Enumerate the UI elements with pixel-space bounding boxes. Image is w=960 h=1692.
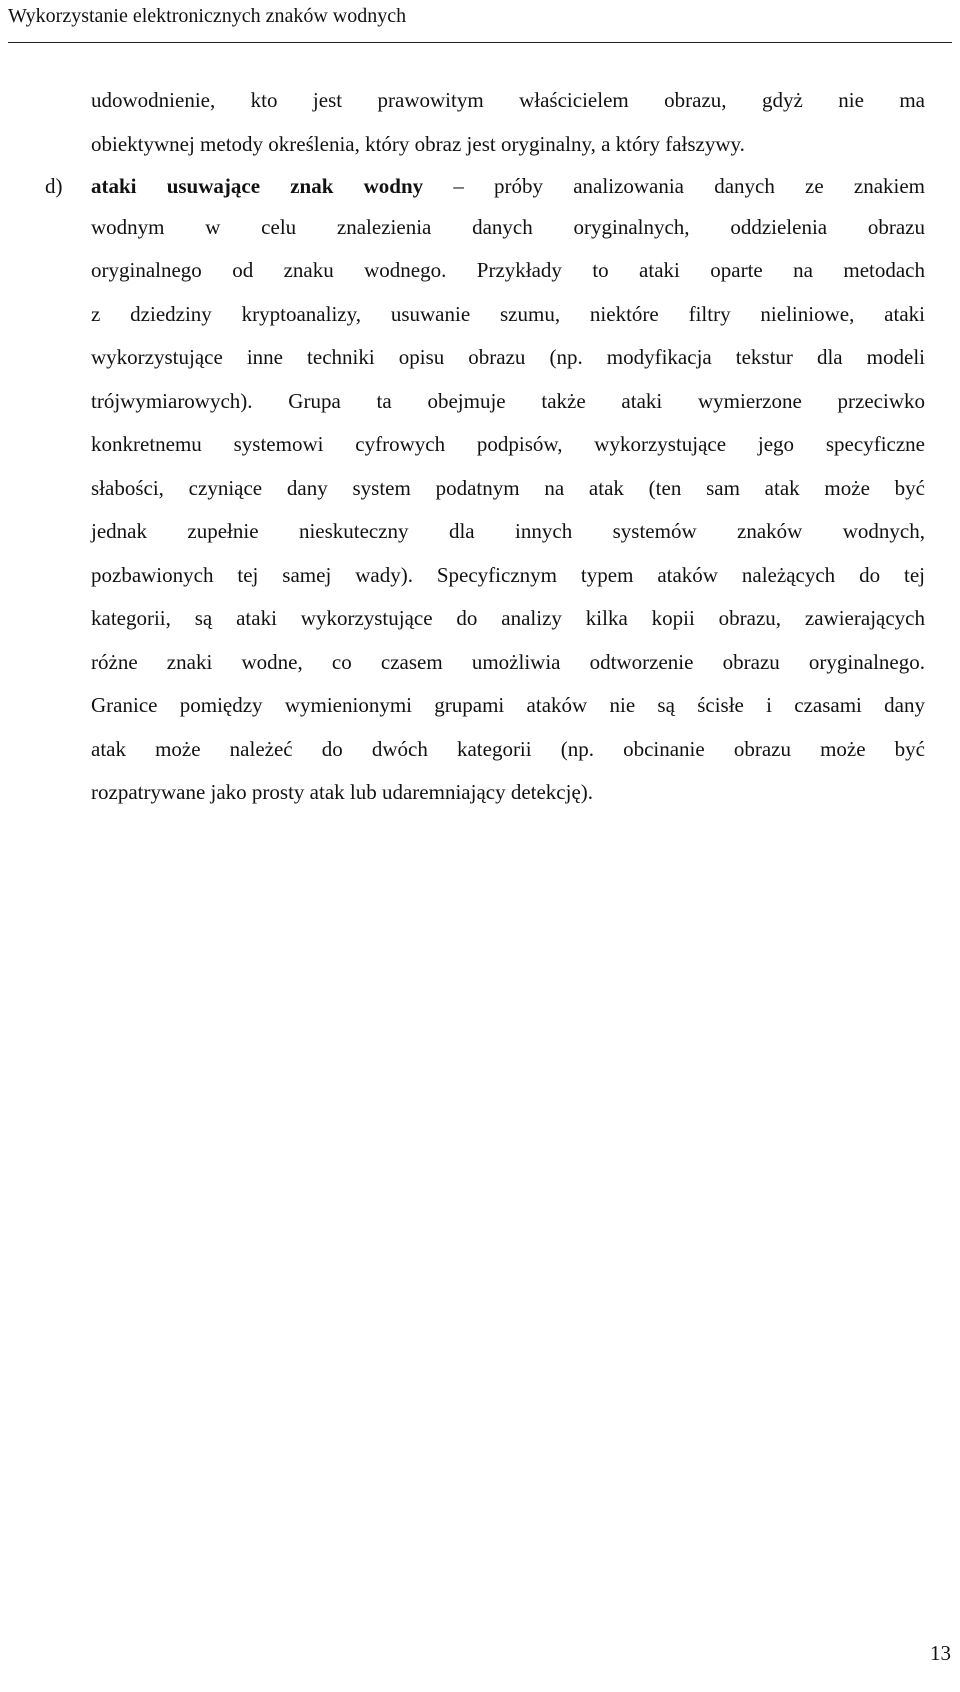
body-line: atak może należeć do dwóch kategorii (np. obcinanie obrazu może być — [91, 737, 925, 761]
running-header — [8, 2, 952, 43]
body-line: konkretnemu systemowi cyfrowych podpisów, wykorzystujące jego specyficzne — [91, 432, 925, 456]
body-line: wodnym w celu znalezienia danych oryginalnych, oddzielenia obrazu — [91, 215, 925, 239]
body-line: z dziedziny kryptoanalizy, usuwanie szumu, niektóre filtry nieliniowe, ataki — [91, 302, 925, 326]
header-title: Wykorzystanie elektronicznych znaków wodnych — [8, 5, 407, 27]
body-line: jednak zupełnie nieskuteczny dla innych systemów znaków wodnych, — [91, 519, 925, 543]
list-marker-d: d) — [45, 174, 63, 198]
body-line: pozbawionych tej samej wady). Specyficznym typem ataków należących do tej — [91, 563, 925, 587]
body-line: trójwymiarowych). Grupa ta obejmuje także ataki wymierzone przeciwko — [91, 389, 925, 413]
body-line: udowodnienie, kto jest prawowitym właścicielem obrazu, gdyż nie ma — [91, 88, 925, 112]
body-line: wykorzystujące inne techniki opisu obrazu (np. modyfikacja tekstur dla modeli — [91, 345, 925, 369]
body-line: oryginalnego od znaku wodnego. Przykłady to ataki oparte na metodach — [91, 258, 925, 282]
list-item-term: ataki usuwające znak wodny — [91, 174, 424, 198]
body-line: kategorii, są ataki wykorzystujące do analizy kilka kopii obrazu, zawierających — [91, 606, 925, 630]
body-line: różne znaki wodne, co czasem umożliwia odtworzenie obrazu oryginalnego. — [91, 650, 925, 674]
list-item-first-line-rest: – próby analizowania danych ze znakiem — [453, 174, 926, 198]
body-line: rozpatrywane jako prosty atak lub udaremniający detekcję). — [91, 780, 594, 804]
page-number: 13 — [930, 1641, 951, 1665]
body-line: Granice pomiędzy wymienionymi grupami ataków nie są ścisłe i czasami dany — [91, 693, 925, 717]
body-line: słabości, czyniące dany system podatnym na atak (ten sam atak może być — [91, 476, 925, 500]
body-line: obiektywnej metody określenia, który obraz jest oryginalny, a który fałszywy. — [91, 132, 745, 156]
list-item-first-line — [91, 172, 925, 200]
